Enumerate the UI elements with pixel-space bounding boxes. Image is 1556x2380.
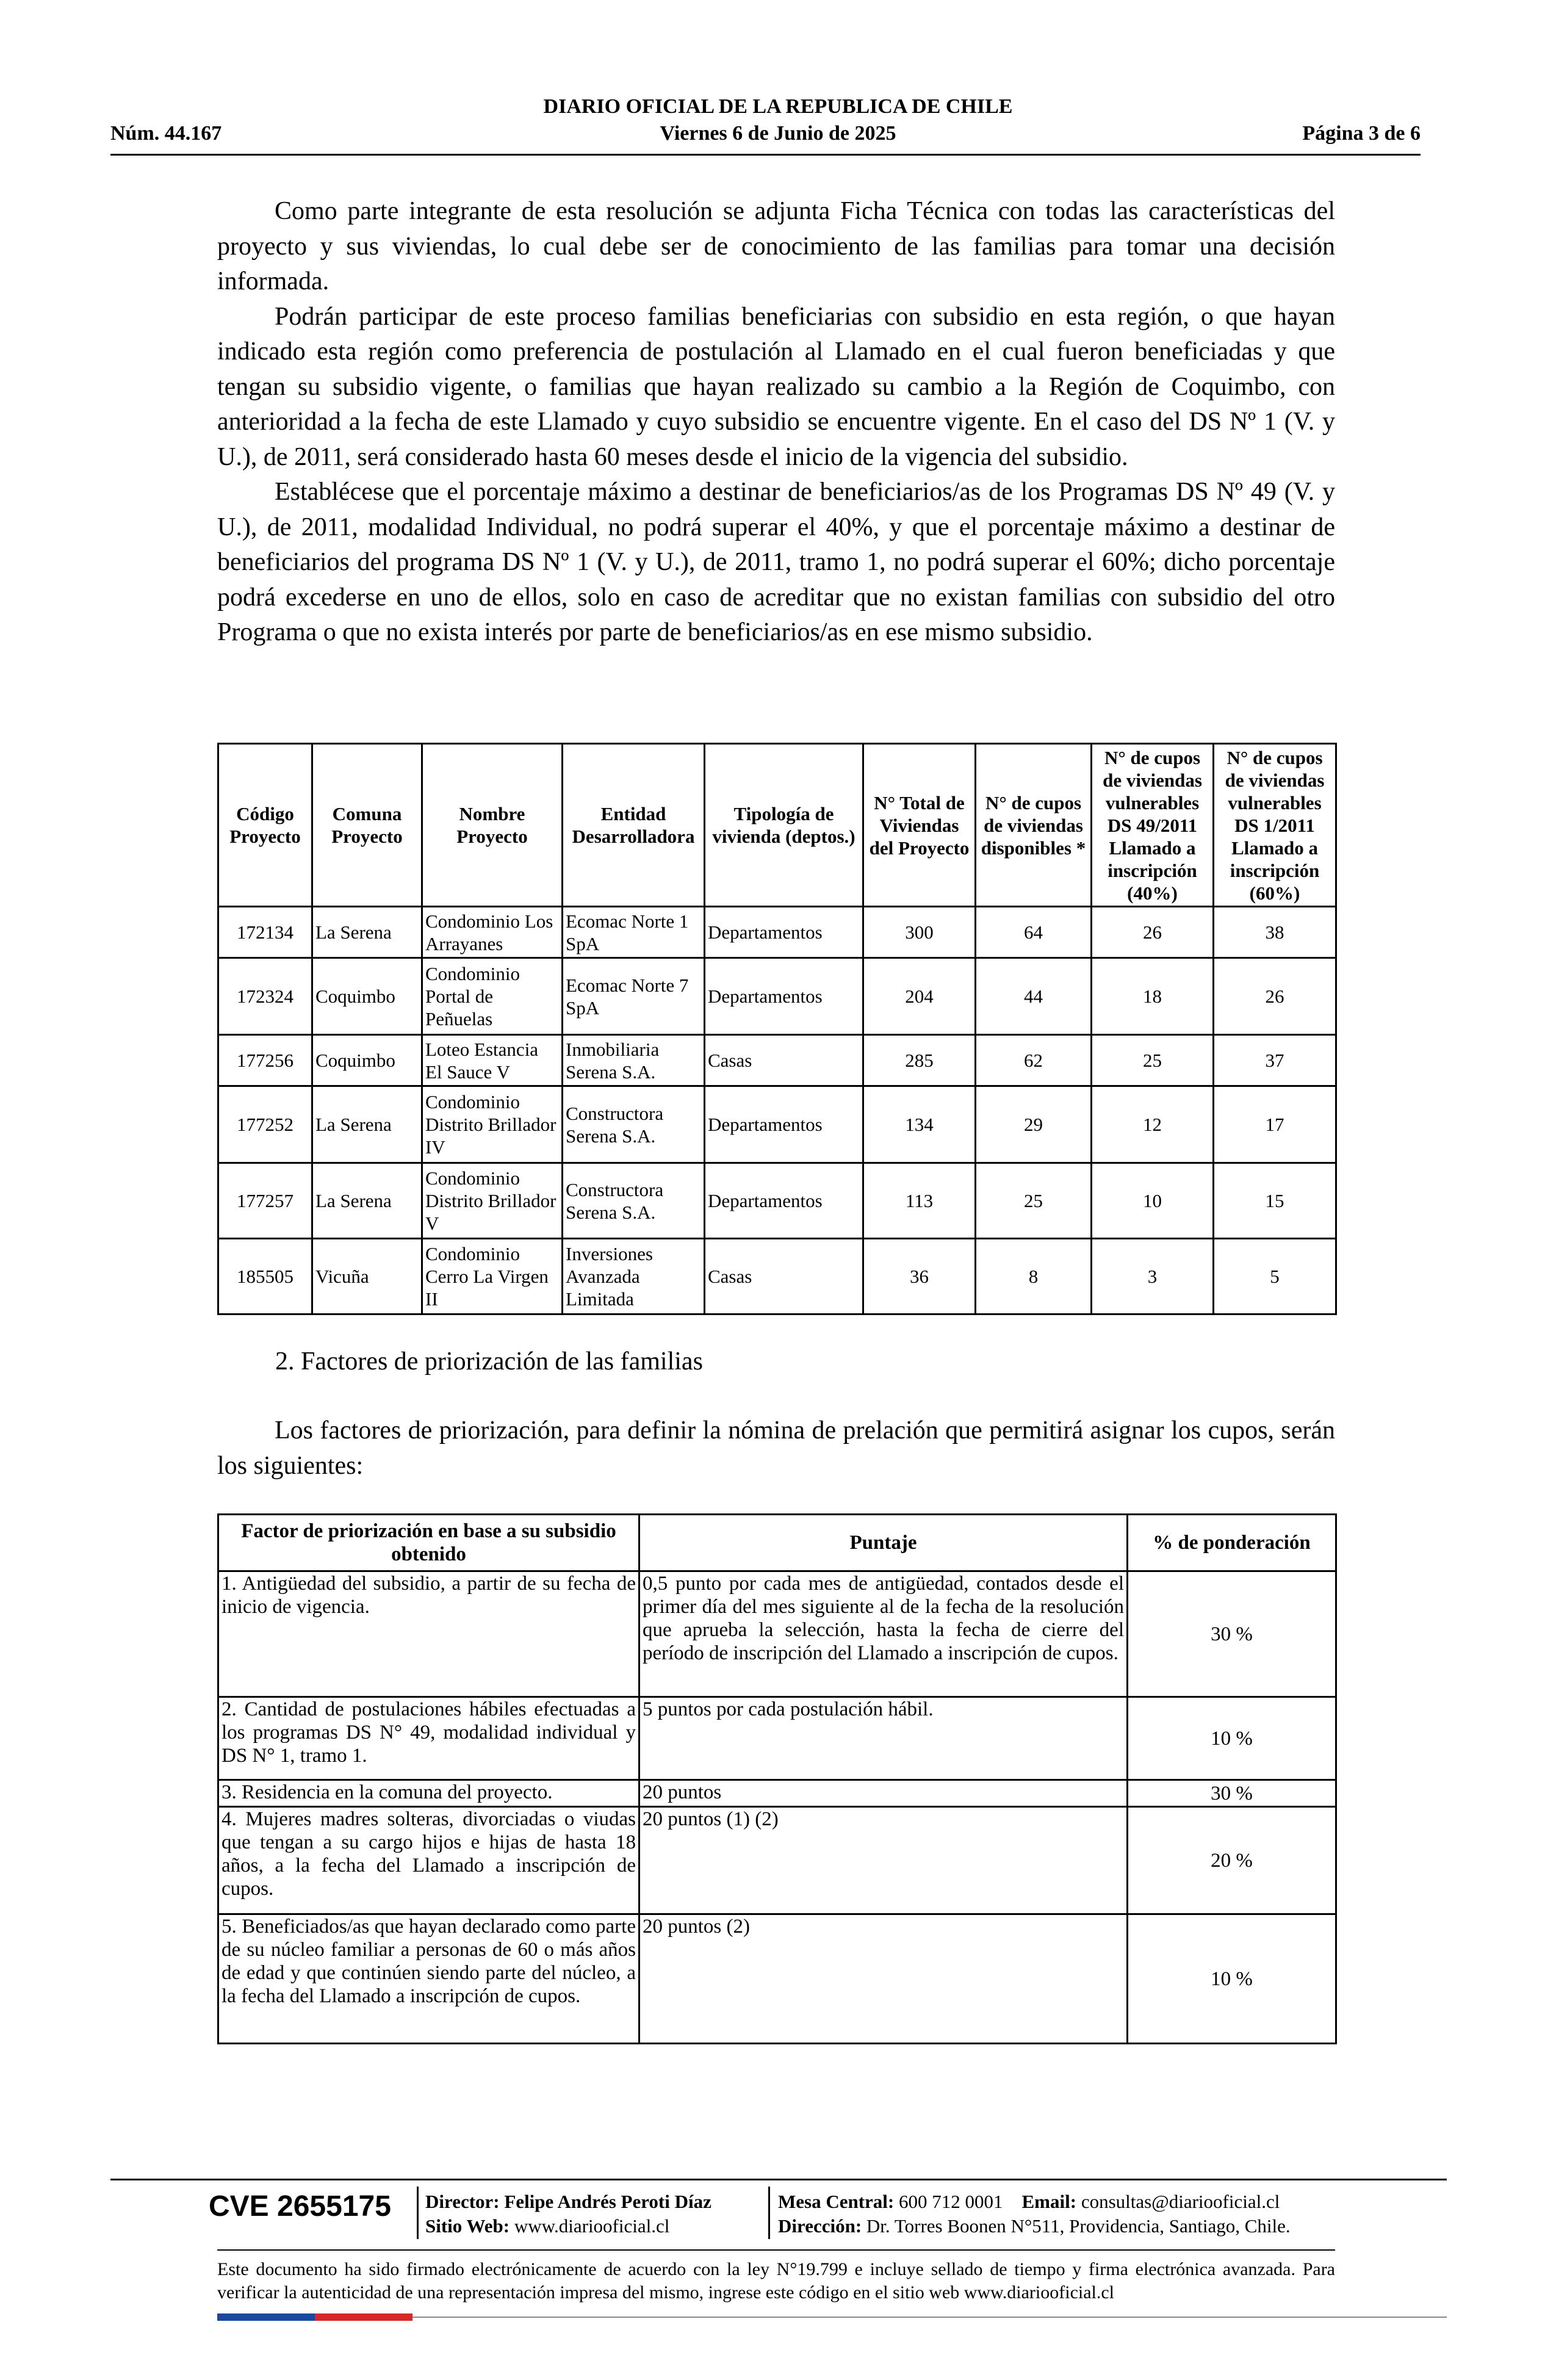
factors-table-header [218, 1515, 1336, 1571]
cell-codigo: 172134 [218, 907, 312, 958]
cell-total: 36 [863, 1239, 976, 1314]
address-value: Dr. Torres Boonen N°511, Providencia, Santiago, Chile. [866, 2215, 1291, 2237]
cell-disponibles: 8 [976, 1239, 1092, 1314]
cell-disponibles: 62 [976, 1035, 1092, 1086]
cell-ds49: 10 [1092, 1163, 1214, 1239]
cell-puntaje: 20 puntos (2) [639, 1914, 1128, 2044]
table-row [218, 1163, 1336, 1239]
projects-table-header [218, 744, 1336, 907]
central-label: Mesa Central: [778, 2191, 895, 2212]
table-row [218, 1571, 1336, 1697]
header-ponderacion: % de ponderación [1128, 1515, 1336, 1571]
cve-code: CVE 2655175 [209, 2190, 391, 2223]
cell-total: 300 [863, 907, 976, 958]
cell-ds1: 5 [1214, 1239, 1336, 1314]
header-total-viviendas: N° Total de Viviendas del Proyecto [863, 744, 976, 907]
address-label: Dirección: [778, 2215, 862, 2237]
cell-comuna: Vicuña [312, 1239, 422, 1314]
table-row [218, 1807, 1336, 1914]
cell-codigo: 185505 [218, 1239, 312, 1314]
issue-date: Viernes 6 de Junio de 2025 [660, 122, 896, 145]
cell-codigo: 177252 [218, 1086, 312, 1163]
cell-codigo: 172324 [218, 958, 312, 1035]
table-row [218, 958, 1336, 1035]
cell-nombre: Condominio Distrito Brillador IV [422, 1086, 563, 1163]
body-text [217, 194, 1335, 651]
cell-factor: 3. Residencia en la comuna del proyecto. [218, 1780, 639, 1807]
cell-entidad: Ecomac Norte 1 SpA [563, 907, 705, 958]
cell-ponderacion: 30 % [1128, 1780, 1336, 1807]
cell-factor: 1. Antigüedad del subsidio, a partir de su fecha de inicio de vigencia. [218, 1571, 639, 1697]
cell-tipologia: Casas [705, 1239, 863, 1314]
cell-ds1: 37 [1214, 1035, 1336, 1086]
cell-comuna: La Serena [312, 907, 422, 958]
cell-ds1: 26 [1214, 958, 1336, 1035]
cell-ponderacion: 20 % [1128, 1807, 1336, 1914]
cell-disponibles: 44 [976, 958, 1092, 1035]
newspaper-title: DIARIO OFICIAL DE LA REPUBLICA DE CHILE [543, 95, 1013, 118]
header-puntaje: Puntaje [639, 1515, 1128, 1571]
footer-divider [110, 2179, 1447, 2180]
cell-disponibles: 64 [976, 907, 1092, 958]
section-title: 2. Factores de priorización de las familias [275, 1347, 703, 1376]
director-name: Felipe Andrés Peroti Díaz [504, 2191, 711, 2212]
cell-disponibles: 25 [976, 1163, 1092, 1239]
cell-puntaje: 20 puntos [639, 1780, 1128, 1807]
cell-ponderacion: 10 % [1128, 1914, 1336, 2044]
table-row [218, 1697, 1336, 1780]
table-row [218, 1035, 1336, 1086]
table-row [218, 907, 1336, 958]
section-intro: Los factores de priorización, para definir la nómina de prelación que permitirá asignar los cupos, serán los siguientes: [217, 1416, 1335, 1480]
cell-disponibles: 29 [976, 1086, 1092, 1163]
paragraph-ficha-tecnica: Como parte integrante de esta resolución se adjunta Ficha Técnica con todas las características del proyecto y sus viviendas, lo cual debe ser de conocimiento de las familias para tomar una decisión informada. [217, 197, 1335, 295]
flag-color-bar [217, 2313, 412, 2321]
cell-ds1: 15 [1214, 1163, 1336, 1239]
factors-table [217, 1513, 1337, 2044]
cell-total: 113 [863, 1163, 976, 1239]
cell-tipologia: Departamentos [705, 907, 863, 958]
cell-factor: 2. Cantidad de postulaciones hábiles efectuadas a los programas DS N° 49, modalidad individual y DS N° 1, tramo 1. [218, 1697, 639, 1780]
cell-nombre: Condominio Cerro La Virgen II [422, 1239, 563, 1314]
footer-director-block [425, 2190, 711, 2238]
cell-codigo: 177257 [218, 1163, 312, 1239]
cell-factor: 4. Mujeres madres solteras, divorciadas o viudas que tengan a su cargo hijos e hijas de hasta 18 años, a la fecha del Llamado a inscripción de cupos. [218, 1807, 639, 1914]
header-factor: Factor de priorización en base a su subsidio obtenido [218, 1515, 639, 1571]
director-label: Director: [425, 2191, 500, 2212]
header-comuna: Comuna Proyecto [312, 744, 422, 907]
footer-note-divider [217, 2249, 1335, 2251]
cell-ponderacion: 10 % [1128, 1697, 1336, 1780]
table-row [218, 1086, 1336, 1163]
cell-entidad: Constructora Serena S.A. [563, 1086, 705, 1163]
footer-contact-block [778, 2190, 1291, 2238]
central-phone: 600 712 0001 [899, 2191, 1003, 2212]
cell-nombre: Condominio Distrito Brillador V [422, 1163, 563, 1239]
header-cupos-ds1: N° de cupos de viviendas vulnerables DS 1/2011 Llamado a inscripción (60%) [1214, 744, 1336, 907]
cell-nombre: Loteo Estancia El Sauce V [422, 1035, 563, 1086]
cell-ds49: 26 [1092, 907, 1214, 958]
paragraph-porcentajes: Establécese que el porcentaje máximo a destinar de beneficiarios/as de los Programas DS Nº 49 (V. y U.), de 2011, modalidad Individual, no podrá superar el 40%, y que el porcentaje máximo a destinar de beneficiarios del programa DS Nº 1 (V. y U.), de 2011, tramo 1, no podrá superar el 60%; dicho porcentaje podrá excederse en uno de ellos, solo en caso de acreditar que no existan familias con subsidio del otro Programa o que no exista interés por parte de beneficiarios/as en ese mismo subsidio. [217, 478, 1335, 646]
cell-comuna: La Serena [312, 1163, 422, 1239]
cell-puntaje: 20 puntos (1) (2) [639, 1807, 1128, 1914]
cell-entidad: Ecomac Norte 7 SpA [563, 958, 705, 1035]
footer-separator [417, 2187, 419, 2239]
cell-comuna: Coquimbo [312, 1035, 422, 1086]
cell-codigo: 177256 [218, 1035, 312, 1086]
cell-ds49: 18 [1092, 958, 1214, 1035]
header-divider [110, 154, 1421, 156]
site-label: Sitio Web: [425, 2215, 510, 2237]
flag-red-segment [315, 2313, 412, 2321]
header-tipologia: Tipología de vivienda (deptos.) [705, 744, 863, 907]
cell-ds49: 25 [1092, 1035, 1214, 1086]
header-nombre: Nombre Proyecto [422, 744, 563, 907]
header-entidad: Entidad Desarrolladora [563, 744, 705, 907]
table-row [218, 1780, 1336, 1807]
header-codigo: Código Proyecto [218, 744, 312, 907]
site-link[interactable]: www.diariooficial.cl [514, 2215, 670, 2237]
cell-ponderacion: 30 % [1128, 1571, 1336, 1697]
cell-entidad: Constructora Serena S.A. [563, 1163, 705, 1239]
projects-table [217, 743, 1337, 1315]
cell-entidad: Inmobiliaria Serena S.A. [563, 1035, 705, 1086]
paragraph-participantes: Podrán participar de este proceso familias beneficiarias con subsidio en esta región, o que hayan indicado esta región como preferencia de postulación al Llamado en el cual fueron beneficiadas y que tengan su subsidio vigente, o familias que hayan realizado su cambio a la Región de Coquimbo, con anterioridad a la fecha de este Llamado y cuyo subsidio se encuentre vigente. En el caso del DS Nº 1 (V. y U.), de 2011, será considerado hasta 60 meses desde el inicio de la vigencia del subsidio. [217, 302, 1335, 471]
cell-total: 204 [863, 958, 976, 1035]
footer-bottom-line [412, 2317, 1447, 2318]
cell-tipologia: Departamentos [705, 1086, 863, 1163]
cell-nombre: Condominio Portal de Peñuelas [422, 958, 563, 1035]
cell-puntaje: 5 puntos por cada postulación hábil. [639, 1697, 1128, 1780]
cell-total: 285 [863, 1035, 976, 1086]
footer-separator [768, 2187, 770, 2239]
cell-entidad: Inversiones Avanzada Limitada [563, 1239, 705, 1314]
header-cupos-ds49: N° de cupos de viviendas vulnerables DS 49/2011 Llamado a inscripción (40%) [1092, 744, 1214, 907]
flag-blue-segment [217, 2313, 315, 2321]
signature-note: Este documento ha sido firmado electrónicamente de acuerdo con la ley N°19.799 e incluye sellado de tiempo y firma electrónica avanzada. Para verificar la autenticidad de una representación impresa del mismo, ingrese este código en el sitio web www.diariooficial.cl [217, 2259, 1335, 2302]
table-row [218, 1239, 1336, 1314]
header-cupos-disponibles: N° de cupos de viviendas disponibles * [976, 744, 1092, 907]
issue-number: Núm. 44.167 [110, 122, 222, 145]
cell-ds49: 3 [1092, 1239, 1214, 1314]
cell-nombre: Condominio Los Arrayanes [422, 907, 563, 958]
cell-tipologia: Departamentos [705, 958, 863, 1035]
cell-comuna: Coquimbo [312, 958, 422, 1035]
cell-total: 134 [863, 1086, 976, 1163]
cell-ds49: 12 [1092, 1086, 1214, 1163]
cell-puntaje: 0,5 punto por cada mes de antigüedad, contados desde el primer día del mes siguiente al de la fecha de la resolución que aprueba la selección, hasta la fecha de cierre del período de inscripción del Llamado a inscripción de cupos. [639, 1571, 1128, 1697]
email-link[interactable]: consultas@diariooficial.cl [1081, 2191, 1280, 2212]
cell-factor: 5. Beneficiados/as que hayan declarado como parte de su núcleo familiar a personas de 60 o más años de edad y que continúen siendo parte del núcleo, a la fecha del Llamado a inscripción de cupos. [218, 1914, 639, 2044]
table-row [218, 1914, 1336, 2044]
cell-ds1: 38 [1214, 907, 1336, 958]
email-label: Email: [1021, 2191, 1077, 2212]
page-indicator: Página 3 de 6 [1302, 122, 1421, 145]
cell-comuna: La Serena [312, 1086, 422, 1163]
cell-tipologia: Casas [705, 1035, 863, 1086]
cell-tipologia: Departamentos [705, 1163, 863, 1239]
cell-ds1: 17 [1214, 1086, 1336, 1163]
